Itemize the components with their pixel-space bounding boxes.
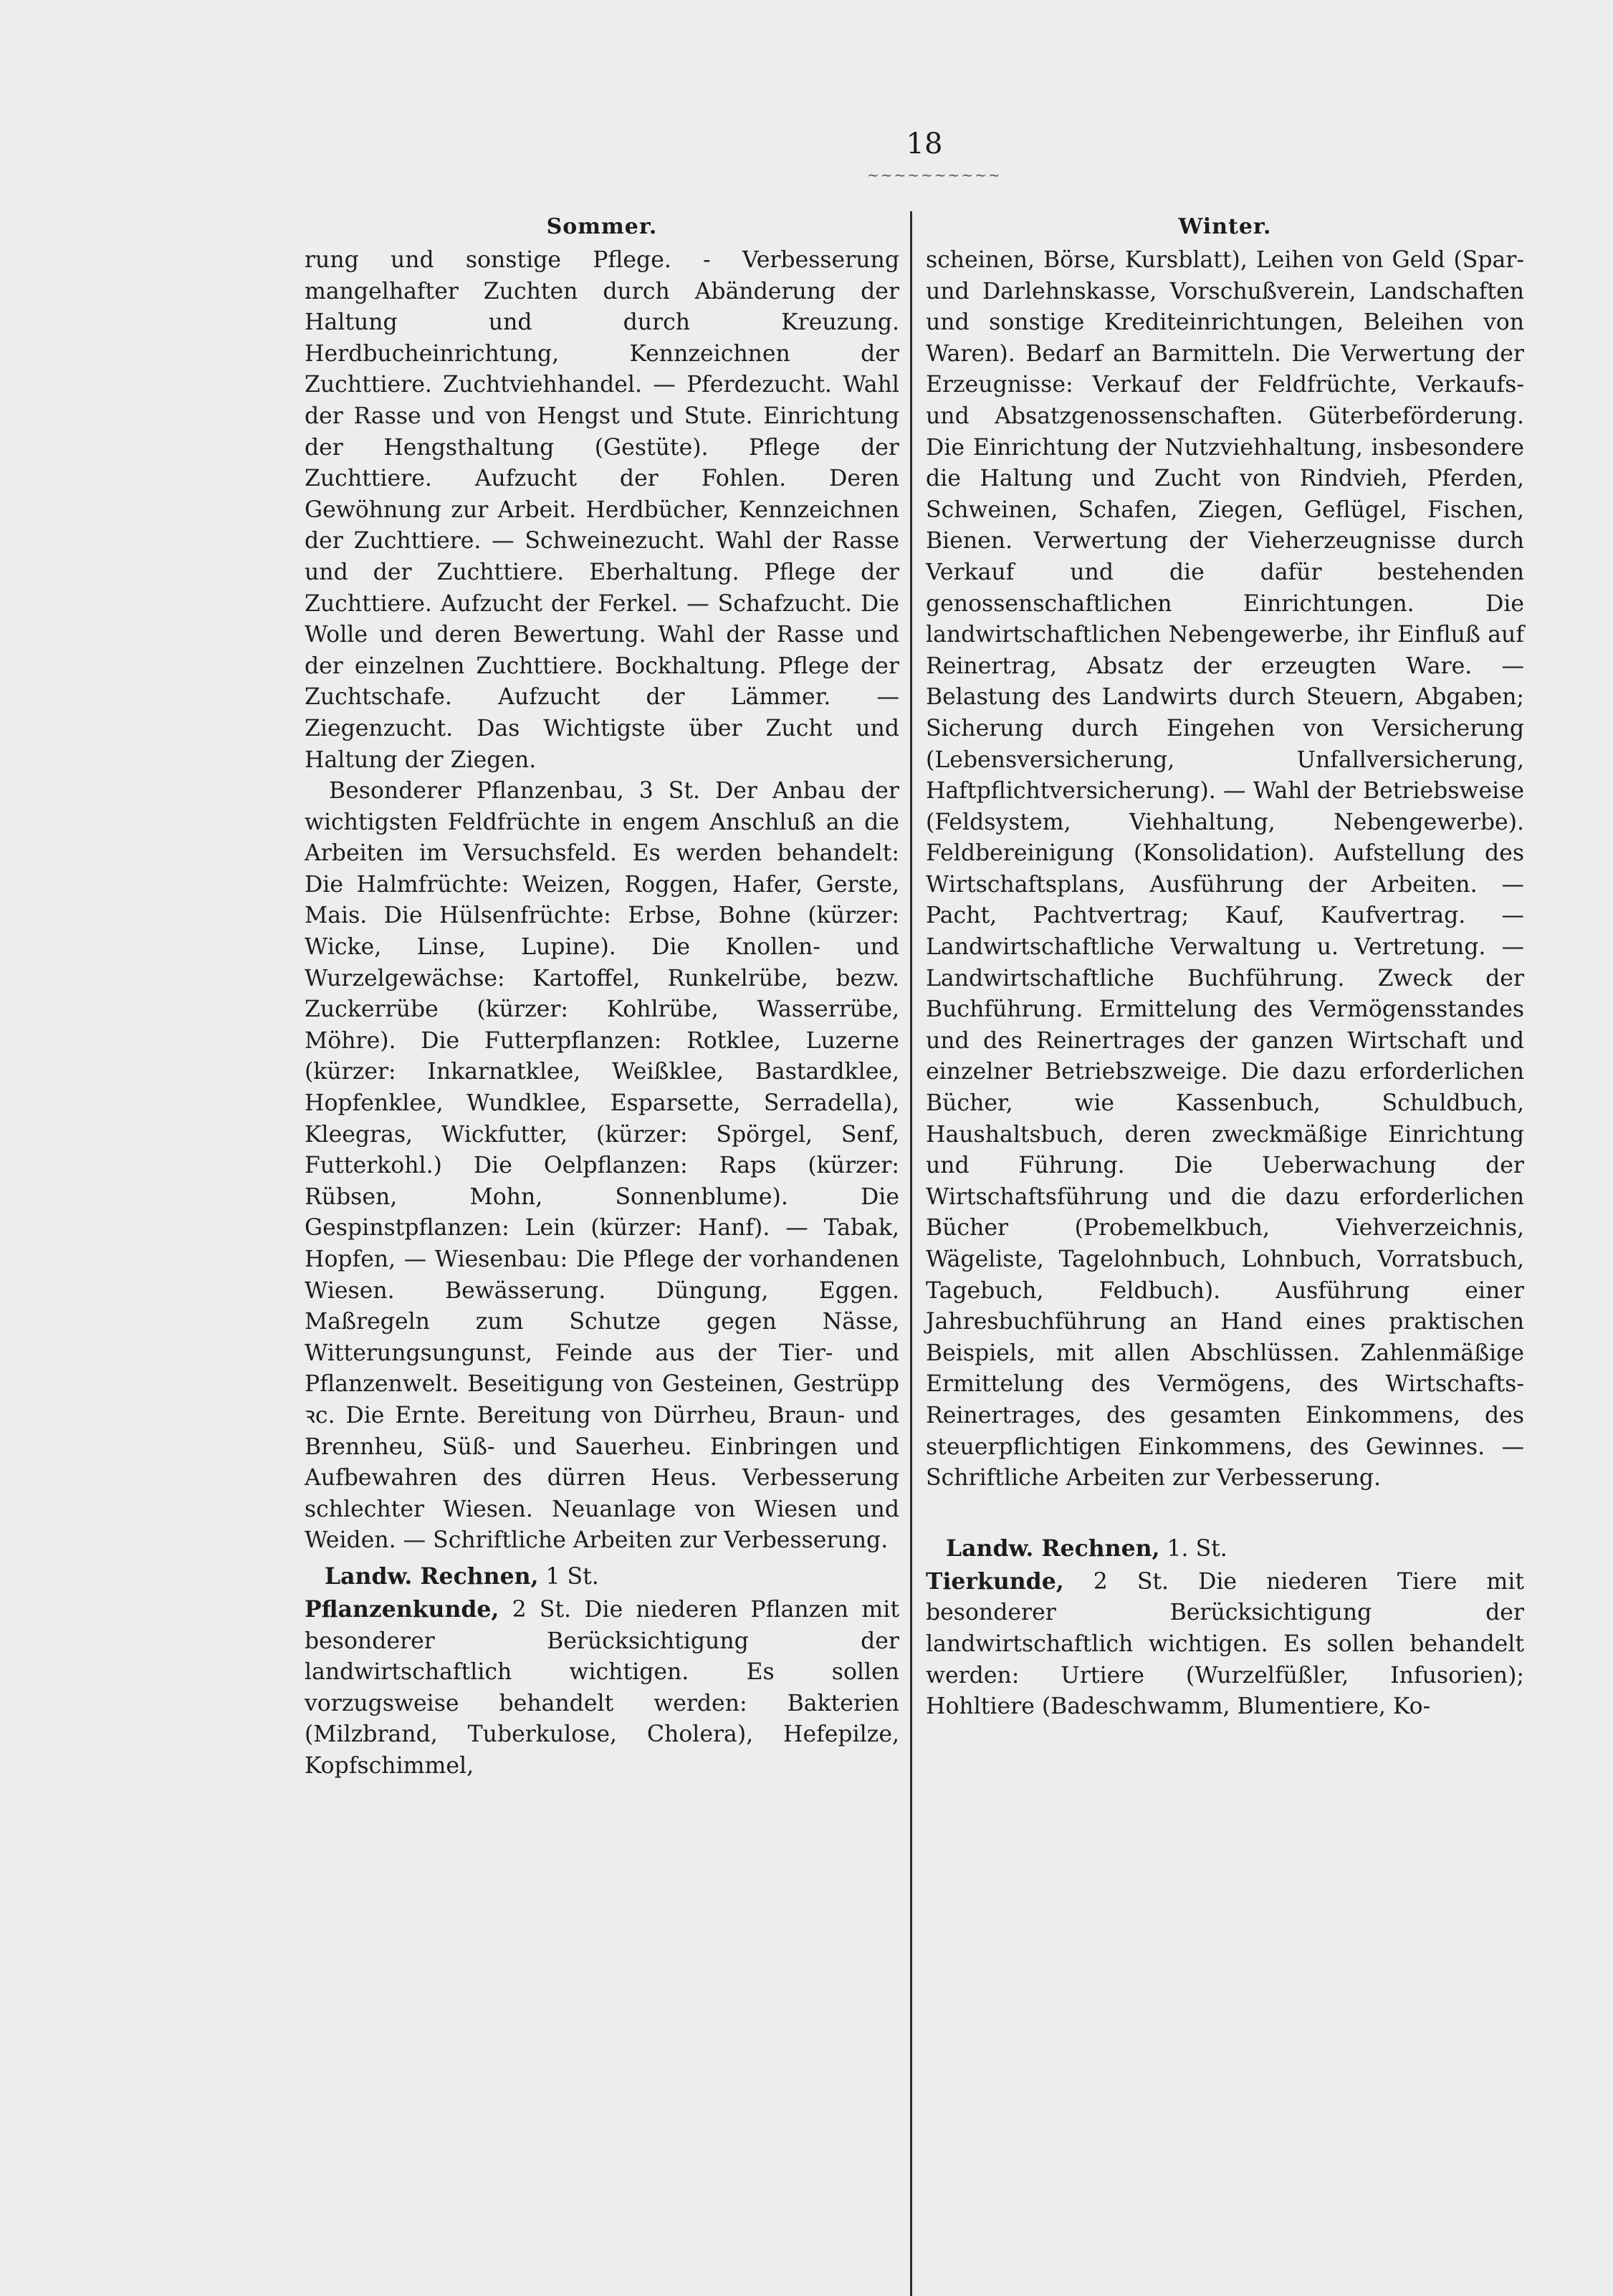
right-column: [926, 209, 1524, 1723]
subject-hours: 1 St.: [538, 1563, 599, 1590]
column-divider: [910, 211, 912, 2296]
paragraph-zoology: [926, 1566, 1524, 1723]
paragraph-plant-cultivation: Besonderer Pflanzenbau, 3 St. Der Anbau der wichtigsten Feldfrüchte in engem Anschluß an die Arbeiten im Versuchsfeld. Es werden behandelt: Die Halmfrüchte: Weizen, Roggen, Hafer, Gerste, Mais. Die Hülsenfrüchte: Erbse, Bohne (kürzer: Wicke, Linse, Lupine). Die Knollen- und Wurzelgewächse: Kartoffel, Runkelrübe, bezw. Zuckerrübe (kürzer: Kohlrübe, Wasserrübe, Möhre). Die Futterpflanzen: Rotklee, Luzerne (kürzer: Inkarnatklee, Weißklee, Bastardklee, Hopfenklee, Wundklee, Esparsette, Serradella), Kleegras, Wickfutter, (kürzer: Spörgel, Senf, Futterkohl.) Die Oelpflanzen: Raps (kürzer: Rübsen, Mohn, Sonnenblume). Die Gespinstpflanzen: Lein (kürzer: Hanf). — Tabak, Hopfen, — Wiesenbau: Die Pflege der vorhandenen Wiesen. Bewässerung. Düngung, Eggen. Maßregeln zum Schutze gegen Nässe, Witterungsungunst, Feinde aus der Tier- und Pflanzenwelt. Beseitigung von Gesteinen, Gestrüpp ꝛc. Die Ernte. Bereitung von Dürrheu, Braun- und Brennheu, Süß- und Sauerheu. Einbringen und Aufbewahren des dürren Heus. Verbesserung schlechter Wiesen. Neuanlage von Wiesen und Weiden. — Schriftliche Arbeiten zur Verbesserung.: [305, 778, 899, 1554]
subject-title: Tierkunde,: [926, 1567, 1064, 1595]
subject-title: Landw. Rechnen,: [946, 1534, 1160, 1562]
subject-title: Landw. Rechnen,: [325, 1562, 539, 1590]
subject-heading-arithmetic: [926, 1532, 1524, 1566]
column-heading-summer: Sommer.: [546, 214, 658, 239]
paragraph-plant-science: [305, 1594, 899, 1782]
page-ornament: ~~~~~~~~~~: [867, 166, 1002, 183]
paragraph-animal-breeding: rung und sonstige Pflege. - Verbesserung mangelhafter Zuchten durch Abänderung der Haltung und durch Kreuzung. Herdbucheinrichtung, Kennzeichnen der Zuchttiere. Zuchtviehhandel. — Pferdezucht. Wahl der Rasse und von Hengst und Stute. Einrichtung der Hengsthaltung (Gestüte). Pflege der Zuchttiere. Aufzucht der Fohlen. Deren Gewöhnung zur Arbeit. Herdbücher, Kennzeichnen der Zuchttiere. — Schweinezucht. Wahl der Rasse und der Zuchttiere. Eberhaltung. Pflege der Zuchttiere. Aufzucht der Ferkel. — Schafzucht. Die Wolle und deren Bewertung. Wahl der Rasse und der einzelnen Zuchttiere. Bockhaltung. Pflege der Zuchtschafe. Aufzucht der Lämmer. — Ziegenzucht. Das Wichtigste über Zucht und Haltung der Ziegen.: [305, 247, 899, 773]
left-column: [305, 209, 899, 1782]
subject-text: 2 St. Die niederen Tiere mit besonderer Berücksichtigung der landwirtschaftlich wichtigen. Es sollen behandelt werden: Urtiere (Wurzelfüßler, Infusorien); Hohltiere (Badeschwamm, Blumentiere, Ko-: [926, 1568, 1524, 1720]
column-heading-winter: Winter.: [1178, 214, 1272, 239]
paragraph-farm-economics: scheinen, Börse, Kursblatt), Leihen von Geld (Spar- und Darlehnskasse, Vorschußverein, Landschaften und sonstige Krediteinrichtungen, Beleihen von Waren). Bedarf an Barmitteln. Die Verwertung der Erzeugnisse: Verkauf der Feldfrüchte, Verkaufs- und Absatzgenossenschaften. Güterbeförderung. Die Einrichtung der Nutzviehhaltung, insbesondere die Haltung und Zucht von Rindvieh, Pferden, Schweinen, Schafen, Ziegen, Geflügel, Fischen, Bienen. Verwertung der Vieherzeugnisse durch Verkauf und die dafür bestehenden genossenschaftlichen Einrichtungen. Die landwirtschaftlichen Nebengewerbe, ihr Einfluß auf Reinertrag, Absatz der erzeugten Ware. — Belastung des Landwirts durch Steuern, Abgaben; Sicherung durch Eingehen von Versicherung (Lebensversicherung, Unfallversicherung, Haftpflichtversicherung). — Wahl der Betriebsweise (Feldsystem, Viehhaltung, Nebengewerbe). Feldbereinigung (Konsolidation). Aufstellung des Wirtschaftsplans, Ausführung der Arbeiten. — Pacht, Pachtvertrag; Kauf, Kaufvertrag. — Landwirtschaftliche Verwaltung u. Vertretung. — Landwirtschaftliche Buchführung. Zweck der Buchführung. Ermittelung des Vermögensstandes und des Reinertrages der ganzen Wirtschaft und einzelner Betriebszweige. Die dazu erforderlichen Bücher, wie Kassenbuch, Schuldbuch, Haushaltsbuch, deren zweckmäßige Einrichtung und Führung. Die Ueberwachung der Wirtschaftsführung und die dazu erforderlichen Bücher (Probemelkbuch, Viehverzeichnis, Wägeliste, Tagelohnbuch, Lohnbuch, Vorratsbuch, Tagebuch, Feldbuch). Ausführung einer Jahresbuchführung an Hand eines praktischen Beispiels, mit allen Abschlüssen. Zahlenmäßige Ermittelung des Vermögens, des Wirtschafts-Reinertrages, des gesamten Einkommens, des steuerpflichtigen Einkommens, des Gewinnes. — Schriftliche Arbeiten zur Verbesserung.: [926, 247, 1524, 1492]
page-number: 18: [906, 128, 943, 160]
subject-hours: 1. St.: [1159, 1535, 1227, 1562]
subject-text: 2 St. Die niederen Pflanzen mit besonderer Berücksichtigung der landwirtschaftlich wichtigen. Es sollen vorzugsweise behandelt werden: Bakterien (Milzbrand, Tuberkulose, Cholera), Hefepilze, Kopfschimmel,: [305, 1596, 899, 1779]
subject-heading-arithmetic: [305, 1560, 899, 1594]
subject-title: Pflanzenkunde,: [305, 1595, 499, 1623]
